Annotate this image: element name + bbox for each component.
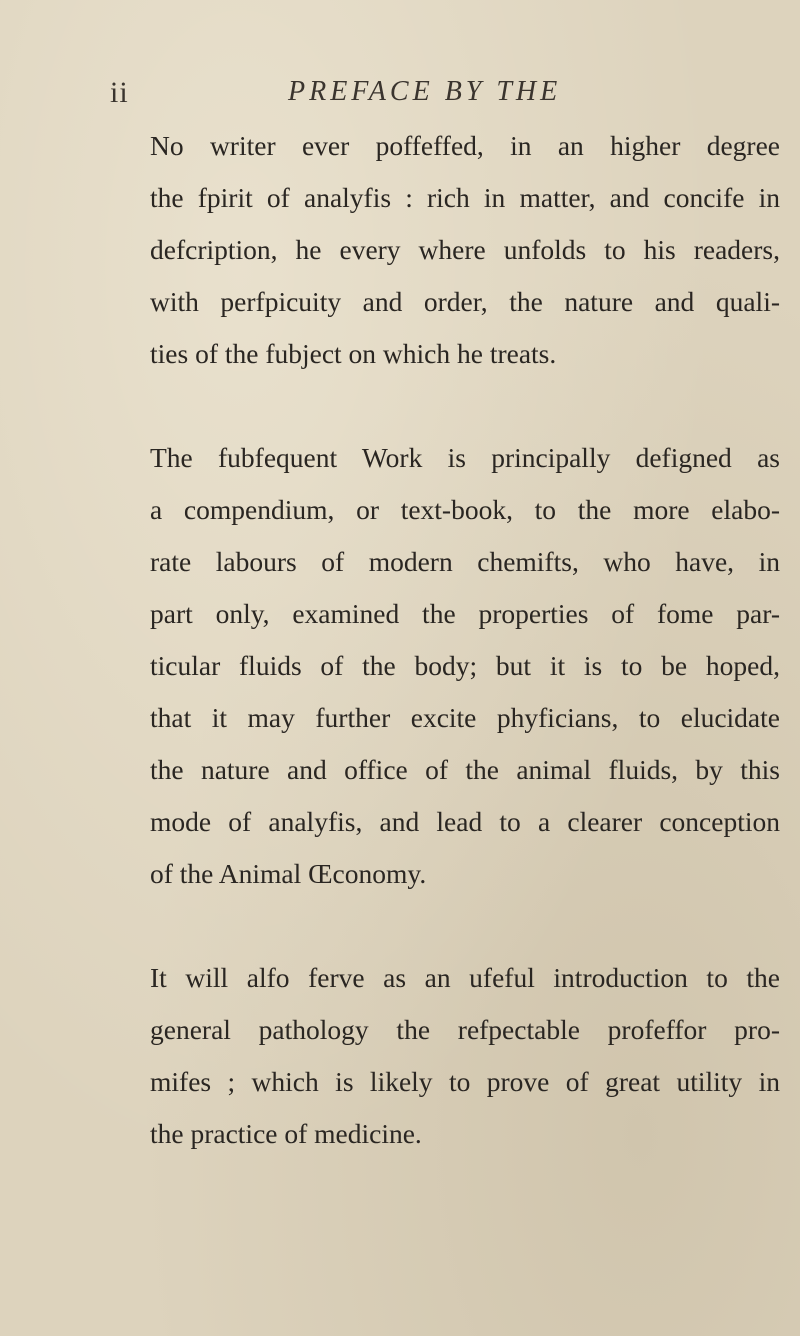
body-text	[150, 120, 780, 1160]
paragraph-1	[150, 120, 780, 380]
text-line: ticular fluids of the body; but it is to be hoped,	[150, 650, 780, 681]
text-line: of the Animal Œconomy.	[150, 858, 427, 889]
paragraph-gap	[150, 900, 780, 952]
paragraph-3	[150, 952, 780, 1160]
text-line: It will alfo ferve as an ufeful introduction to the	[150, 962, 780, 993]
text-line: general pathology the refpectable profeffor pro-	[150, 1014, 780, 1045]
text-line: ties of the fubject on which he treats.	[150, 338, 557, 369]
text-line: part only, examined the properties of fome par-	[150, 598, 780, 629]
text-line: mode of analyfis, and lead to a clearer conception	[150, 806, 780, 837]
text-line: The fubfequent Work is principally defigned as	[150, 442, 780, 473]
text-line: mifes ; which is likely to prove of great utility in	[150, 1066, 780, 1097]
paragraph-2	[150, 432, 780, 900]
page-number: ii	[110, 76, 129, 109]
running-head: PREFACE BY THE	[288, 76, 562, 107]
text-line: the fpirit of analyfis : rich in matter, and concife in	[150, 182, 780, 213]
text-line: that it may further excite phyficians, to elucidate	[150, 702, 780, 733]
page-header	[0, 76, 800, 116]
text-line: rate labours of modern chemifts, who have, in	[150, 546, 780, 577]
text-line: the nature and office of the animal fluids, by this	[150, 754, 780, 785]
paragraph-gap	[150, 380, 780, 432]
text-line: with perfpicuity and order, the nature and quali-	[150, 286, 780, 317]
text-line: a compendium, or text-book, to the more elabo-	[150, 494, 780, 525]
text-line: the practice of medicine.	[150, 1118, 422, 1149]
text-line: defcription, he every where unfolds to his readers,	[150, 234, 780, 265]
text-line: No writer ever poffeffed, in an higher degree	[150, 130, 780, 161]
